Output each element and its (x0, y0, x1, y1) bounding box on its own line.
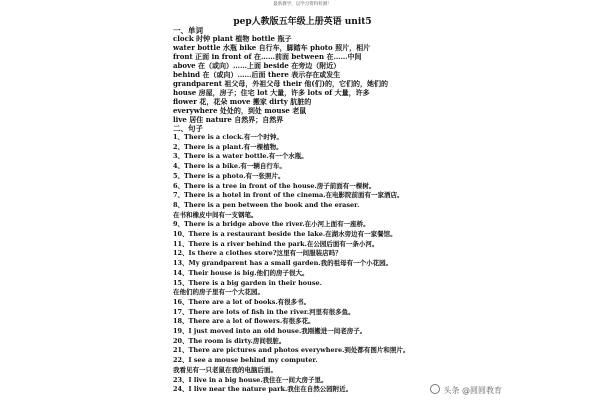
sentence-line: 9、There is a bridge above the river.在小河上面有一座桥。 (173, 220, 370, 229)
sentence-line: 11、There is a river behind the park.在公园后面有一条小河。 (173, 239, 379, 248)
sentence-line: 18、There are a lot of flowers.有很多花。 (173, 317, 315, 326)
vocab-line: flower 花，花朵 move 搬家 dirty 肮脏的 (173, 97, 312, 106)
sentence-line: 13、My grandparent has a small garden.我的祖母有一个小花园。 (173, 259, 393, 268)
watermark-logo-icon (430, 384, 440, 394)
watermark (430, 384, 502, 396)
sentence-line: 7、There is a hotel in front of the cinema.在电影院前面有一家酒店。 (173, 191, 404, 200)
sentence-line: 6、There is a tree in front of the house.房子前面有一棵树。 (173, 181, 376, 190)
sentence-line: 23、I live in a big house.我住在一间大房子里。 (173, 375, 328, 384)
sentence-line: 21、There are pictures and photos everywhere.到处都有图片和照片。 (173, 346, 410, 355)
sentence-line: 19、I just moved into an old house.我刚搬进一间老房子。 (173, 327, 367, 335)
sentence-line: 在书和橡皮中间有一支钢笔。 (173, 210, 258, 219)
vocab-line: everywhere 处处的，到处 mouse 老鼠 (173, 106, 307, 115)
vocab-line: above 在（或向）……上面 beside 在旁边（附近） (173, 61, 341, 70)
sentence-line: 14、Their house is big.他们的房子很大。 (173, 268, 309, 277)
watermark-text: 头条 @圆圆教育 (443, 386, 502, 395)
sentence-line: 4、There is a bike.有一辆自行车。 (173, 162, 286, 171)
sentence-line: 15、There is a big garden in their house. (173, 278, 322, 287)
sentence-line: 12、Is there a clothes store?这里有一间服装店吗？ (173, 249, 342, 258)
vocab-line: clock 时钟 plant 植物 bottle 瓶子 (173, 34, 292, 43)
sentence-line: 20、The room is dirty.房间很脏。 (173, 336, 286, 345)
vocab-heading: 一、单词 (173, 26, 203, 35)
vocab-line: grandparent 祖父母，外祖父母 their 他(们)的，它们的，她们的 (173, 79, 389, 88)
document-title: pep人教版五年级上册英语 unit5 (233, 17, 372, 27)
sentence-line: 5、There is a photo.有一张照片。 (173, 171, 285, 180)
sentence-line: 17、There are lots of fish in the river.河里有很多鱼。 (173, 307, 355, 316)
sentence-line: 1、There is a clock.有一个时钟。 (173, 133, 283, 141)
sentence-line: 8、There is a pen between the book and the eraser. (173, 200, 360, 209)
vocab-line: house 房屋，房子；住宅 lot 大量，许多 lots of 大量，许多 (173, 88, 370, 97)
sentence-line: 我看见有一只老鼠在我的电脑后面。 (173, 365, 277, 374)
vocab-line: water bottle 水瓶 bike 自行车，脚踏车 photo 照片，相片 (173, 43, 371, 52)
sentence-line: 2、There is a plant.有一棵植物。 (173, 142, 283, 151)
sentences-heading: 二、句子 (173, 124, 203, 133)
vocab-line: live 居住 nature 自然界；自然界 (173, 115, 284, 124)
sentence-line: 24、I live near the nature park.我住在自然公园附近。 (173, 385, 353, 394)
vocab-line: behind 在（或向）……后面 there 表示存在或发生 (173, 70, 341, 79)
sentence-line: 10、There is a restaurant beside the lake.在湖水旁边有一家餐馆。 (173, 230, 397, 238)
sentence-line: 22、I see a mouse behind my computer. (173, 356, 318, 365)
document-page (170, 0, 435, 400)
top-note: 最新教学，以学习资料检测！ (273, 2, 332, 7)
sentence-line: 3、There is a water bottle.有一个水瓶。 (173, 152, 308, 161)
sentence-line: 16、There are a lot of books.有很多书。 (173, 297, 311, 306)
sentence-line: 在他们的房子里有一个大花园。 (173, 288, 264, 297)
vocab-line: front 正面 in front of 在……前面 between 在……中间 (173, 52, 362, 61)
